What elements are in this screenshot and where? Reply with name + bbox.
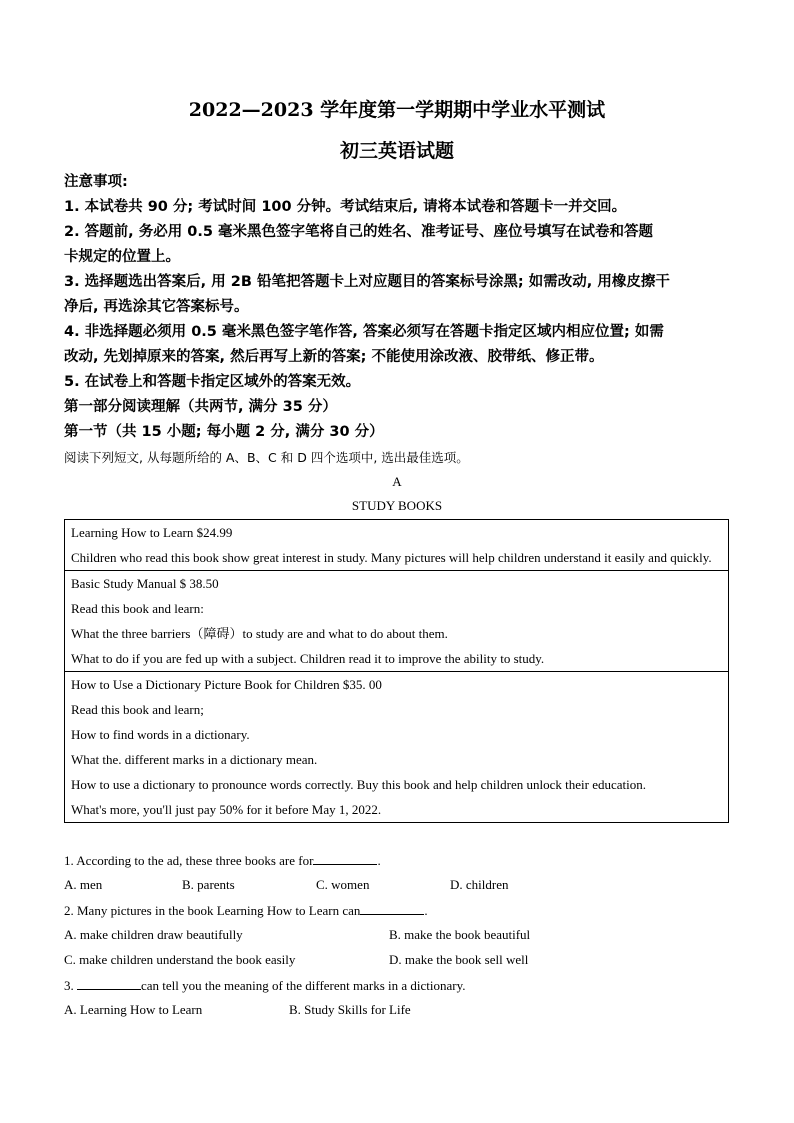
ad-text: What's more, you'll just pay 50% for it before May 1, 2022. [71, 802, 382, 817]
notice-line: 4. 非选择题必须用 0.5 毫米黑色签字笔作答, 答案必须写在答题卡指定区域内相应位置; 如需 [64, 324, 664, 340]
question-stem [64, 851, 381, 870]
answer-blank [360, 901, 424, 915]
option: A. make children draw beautifully [64, 927, 243, 942]
section-heading: 第一节（共 15 小题; 每小题 2 分, 满分 30 分） [64, 424, 384, 440]
ad-text: What the. different marks in a dictionary mean. [71, 752, 318, 767]
option: A. men [64, 877, 103, 892]
option: B. make the book beautiful [389, 927, 531, 942]
ad-text: What the three barriers（障碍）to study are and what to do about them. [71, 626, 448, 641]
ad-cell [65, 672, 729, 823]
question-text: 2. Many pictures in the book Learning How to Learn can [64, 903, 361, 918]
notice-line: 2. 答题前, 务必用 0.5 毫米黑色签字笔将自己的姓名、准考证号、座位号填写在试卷和答题 [64, 224, 653, 240]
ad-row [65, 520, 729, 571]
notice-heading: 注意事项: [64, 174, 128, 190]
ad-text: How to find words in a dictionary. [71, 727, 250, 742]
book-title: Basic Study Manual $ 38.50 [71, 576, 219, 591]
passage-letter: A [392, 474, 402, 489]
question-stem [64, 976, 466, 995]
option: D. children [450, 877, 509, 892]
ad-text: Children who read this book show great interest in study. Many pictures will help children understand it easily and quickly. [71, 550, 712, 565]
passage-title: STUDY BOOKS [351, 498, 443, 513]
notice-line: 净后, 再选涂其它答案标号。 [64, 299, 249, 315]
question-text: 1. According to the ad, these three books are for [64, 853, 314, 868]
question-text: can tell you the meaning of the different marks in a dictionary. [141, 978, 466, 993]
question-stem [64, 901, 428, 920]
ad-cell [65, 520, 729, 571]
ad-text: Read this book and learn; [71, 702, 204, 717]
notice-line: 3. 选择题选出答案后, 用 2B 铅笔把答题卡上对应题目的答案标号涂黑; 如需改动, 用橡皮擦干 [64, 274, 670, 290]
question-text: . [377, 853, 381, 868]
part-heading: 第一部分阅读理解（共两节, 满分 35 分） [64, 399, 337, 415]
ad-text: How to use a dictionary to pronounce words correctly. Buy this book and help children unlock their education. [71, 777, 646, 792]
answer-blank [313, 851, 377, 865]
book-title: Learning How to Learn $24.99 [71, 525, 233, 540]
notice-line: 卡规定的位置上。 [64, 249, 180, 265]
ad-row [65, 571, 729, 672]
option: B. Study Skills for Life [289, 1002, 411, 1017]
question-text: . [424, 903, 428, 918]
answer-blank [77, 976, 141, 990]
instruction-text: 阅读下列短文, 从每题所给的 A、B、C 和 D 四个选项中, 选出最佳选项。 [64, 450, 469, 465]
book-title: How to Use a Dictionary Picture Book for Children $35. 00 [71, 677, 382, 692]
ad-row [65, 672, 729, 823]
question-text: 3. [64, 978, 74, 993]
notice-line: 5. 在试卷上和答题卡指定区域外的答案无效。 [64, 374, 361, 390]
exam-title: 2022—2023 学年度第一学期期中学业水平测试 [188, 99, 606, 121]
option: D. make the book sell well [389, 952, 529, 967]
ad-cell [65, 571, 729, 672]
ad-table [64, 519, 729, 823]
option: A. Learning How to Learn [64, 1002, 203, 1017]
ad-text: Read this book and learn: [71, 601, 204, 616]
notice-line: 1. 本试卷共 90 分; 考试时间 100 分钟。考试结束后, 请将本试卷和答题卡一并交回。 [64, 199, 627, 215]
option: B. parents [182, 877, 235, 892]
option: C. women [316, 877, 370, 892]
ad-text: What to do if you are fed up with a subject. Children read it to improve the ability to study. [71, 651, 545, 666]
notice-line: 改动, 先划掉原来的答案, 然后再写上新的答案; 不能使用涂改液、胶带纸、修正带。 [64, 349, 604, 365]
exam-subtitle: 初三英语试题 [339, 140, 454, 162]
option: C. make children understand the book easily [64, 952, 296, 967]
